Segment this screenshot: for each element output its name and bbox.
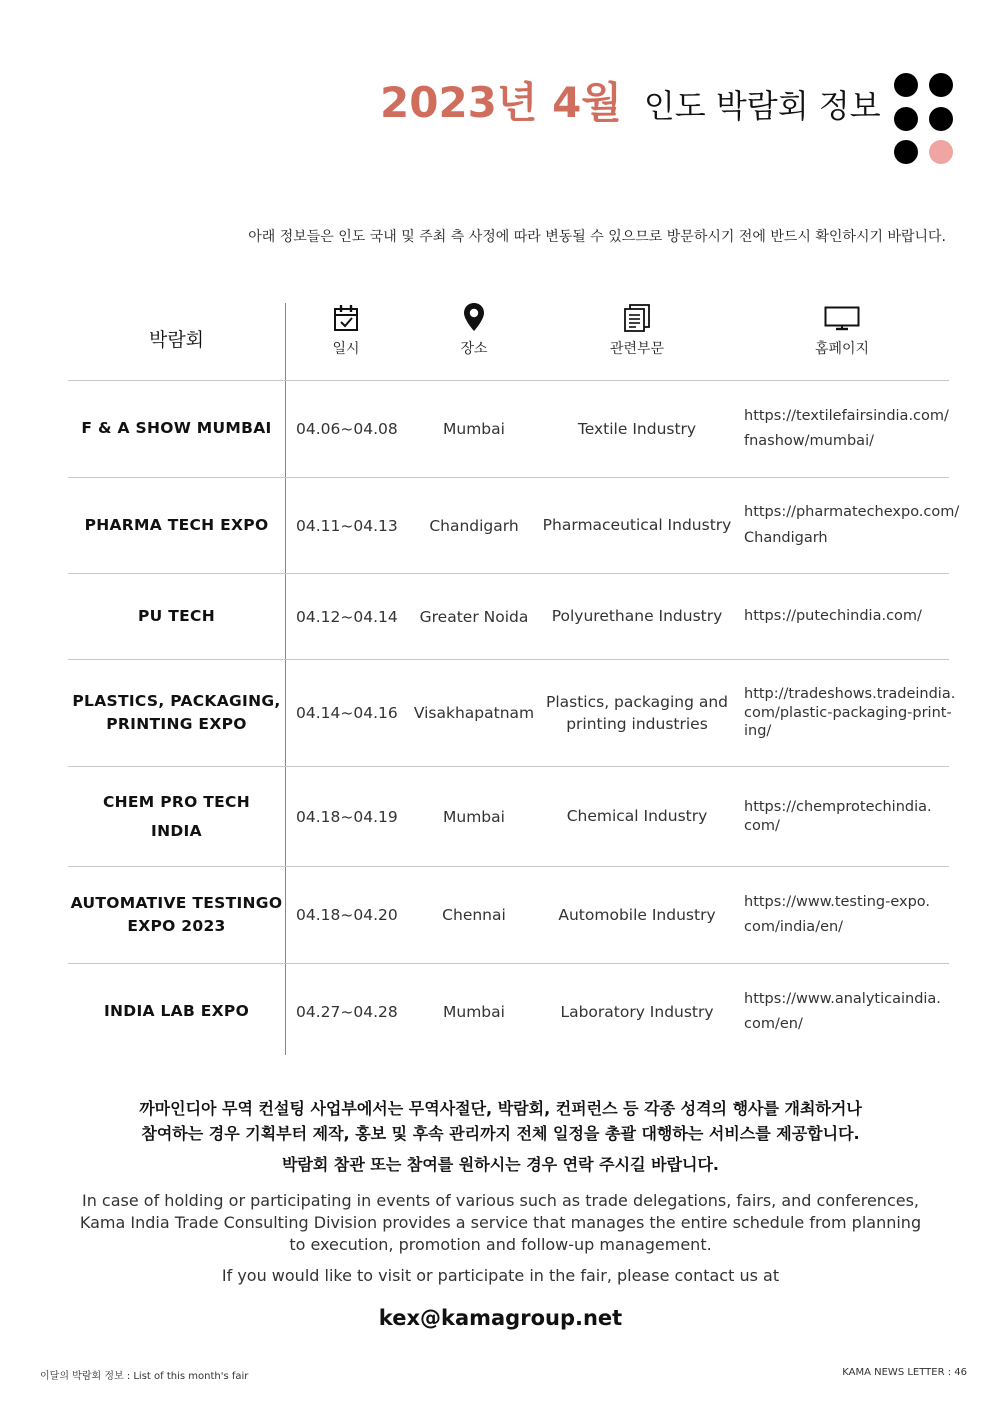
header-place [434,300,514,380]
fair-date: 04.18~04.20 [296,906,398,924]
fair-name: PLASTICS, PACKAGING, PRINTING EXPO [72,691,281,733]
header-date [306,300,386,380]
fair-date: 04.14~04.16 [296,704,398,722]
fair-place: Chennai [442,906,506,924]
dot-icon [929,73,953,97]
page-title [380,70,881,130]
fair-name: PHARMA TECH EXPO [84,515,269,534]
dot-icon [894,107,918,131]
fair-name: F & A SHOW MUMBAI [81,419,272,438]
fair-place: Chandigarh [429,516,519,535]
description-kr-line: 까마인디아 무역 컨설팅 사업부에서는 무역사절단, 박람회, 컨퍼런스 등 각종 성격의 행사를 개최하거나 [139,1099,862,1118]
fair-dept: Pharmaceutical Industry [542,516,732,535]
description-kr [0,1096,1001,1146]
table-row [68,867,949,963]
dot-pink-icon [929,140,953,164]
fair-url[interactable]: https://www.analyticaindia. com/en/ [744,990,941,1032]
title-year-month: 2023년 4월 [380,78,622,127]
document-icon [597,300,677,332]
table-row [68,660,956,766]
notice-text: 아래 정보들은 인도 국내 및 주최 측 사정에 따라 변동될 수 있으므로 방문하시기 전에 반드시 확인하시기 바랍니다. [248,229,946,245]
fair-url[interactable]: https://textilefairsindia.com/ fnashow/mumbai/ [744,407,949,449]
fair-dept: Laboratory Industry [560,1002,714,1021]
fair-dept: Textile Industry [577,419,697,438]
table-row [68,767,949,866]
fair-date: 04.12~04.14 [296,607,398,626]
table-row [68,964,949,1060]
fair-dept: Polyurethane Industry [551,607,723,626]
fair-name: PU TECH [138,606,215,625]
footer-left: 이달의 박람회 정보 : List of this month's fair [40,1371,249,1382]
fair-date: 04.06~04.08 [296,420,398,438]
dot-icon [929,107,953,131]
fair-name: CHEM PRO TECH INDIA [102,792,251,840]
table-row [68,574,949,659]
fair-url[interactable]: https://pharmatechexpo.com/ Chandigarh [744,504,960,546]
title-text: 인도 박람회 정보 [643,87,881,125]
calendar-icon [306,300,386,332]
fair-place: Visakhapatnam [413,704,535,722]
decorative-dots [894,73,954,165]
fair-place: Mumbai [443,807,505,826]
header-site [792,300,892,380]
description-en-line: Kama India Trade Consulting Division provides a service that manages the entire schedule from planning [79,1213,922,1232]
footer-right: KAMA NEWS LETTER : 46 [842,1367,967,1378]
fair-place: Mumbai [443,420,505,438]
description-en [0,1190,1001,1256]
dot-icon [894,73,918,97]
description-en-line: to execution, promotion and follow-up management. [289,1235,712,1254]
fair-date: 04.27~04.28 [296,1003,398,1021]
dot-icon [894,140,918,164]
fair-date: 04.18~04.19 [296,807,398,826]
header-site-label: 홈페이지 [814,341,870,357]
contact-email[interactable]: kex@kamagroup.net [378,1306,623,1330]
fair-url[interactable]: http://tradeshows.tradeindia. com/plastic-packaging-print- ing/ [744,685,956,740]
table-row [68,478,960,573]
header-dept-label: 관련부문 [609,341,665,357]
fair-url[interactable]: https://www.testing-expo. com/india/en/ [744,893,931,935]
header-place-label: 장소 [460,341,488,357]
fair-place: Greater Noida [419,607,529,626]
header-dept [597,300,677,380]
fair-dept: Plastics, packaging and printing industries [545,692,729,733]
description-kr-line: 참여하는 경우 기획부터 제작, 홍보 및 후속 관리까지 전체 일정을 총괄 대행하는 서비스를 제공합니다. [141,1124,860,1143]
fair-name: INDIA LAB EXPO [103,1002,250,1021]
fair-url[interactable]: https://chemprotechindia. com/ [744,798,932,834]
fair-url[interactable]: https://putechindia.com/ [744,607,922,624]
description-kr-contact: 박람회 참관 또는 참여를 원하시는 경우 연락 주시길 바랍니다. [281,1155,720,1174]
location-pin-icon [434,300,514,332]
fair-dept: Automobile Industry [558,905,716,924]
fair-place: Mumbai [443,1003,505,1021]
fair-name: AUTOMATIVE TESTINGO EXPO 2023 [70,893,283,935]
description-en-line: In case of holding or participating in events of various such as trade delegations, fairs, and conferences, [81,1191,920,1210]
monitor-icon [792,300,892,332]
fair-dept: Chemical Industry [566,807,708,826]
header-fair: 박람회 [148,329,205,351]
description-en-contact: If you would like to visit or participate in the fair, please contact us at [221,1266,780,1285]
table-row [68,381,949,477]
fair-date: 04.11~04.13 [296,516,398,535]
header-date-label: 일시 [332,341,360,357]
